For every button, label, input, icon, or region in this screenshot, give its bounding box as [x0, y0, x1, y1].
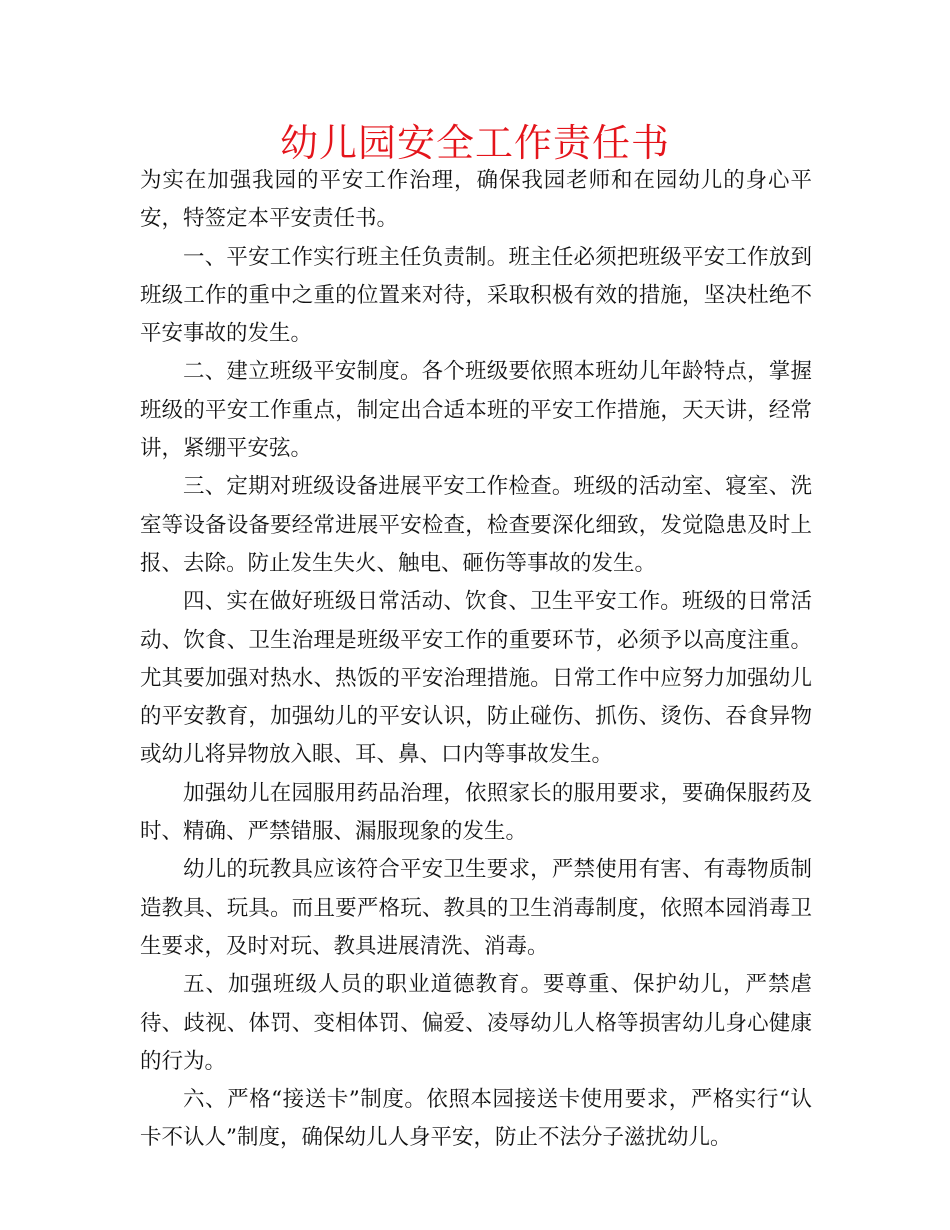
document-body [140, 162, 812, 1158]
paragraph-5: 五、加强班级人员的职业道德教育。要尊重、保护幼儿，严禁虐待、歧视、体罚、变相体罚、偏爱、凌辱幼儿人格等损害幼儿身心健康的行为。 [140, 972, 812, 1074]
document-title: 幼儿园安全工作责任书 [279, 121, 670, 165]
paragraph-intro: 为实在加强我园的平安工作治理，确保我园老师和在园幼儿的身心平安，特签定本平安责任书。 [140, 168, 812, 232]
paragraph-1: 一、平安工作实行班主任负责制。班主任必须把班级平安工作放到班级工作的重中之重的位置来对待，采取积极有效的措施，坚决杜绝不平安事故的发生。 [140, 244, 812, 347]
paragraph-2: 二、建立班级平安制度。各个班级要依照本班幼儿年龄特点，掌握班级的平安工作重点，制定出合适本班的平安工作措施，天天讲，经常讲，紧绷平安弦。 [140, 359, 812, 462]
paragraph-toys: 幼儿的玩教具应该符合平安卫生要求，严禁使用有害、有毒物质制造教具、玩具。而且要严格玩、教具的卫生消毒制度，依照本园消毒卫生要求，及时对玩、教具进展清洗、消毒。 [140, 857, 812, 959]
paragraph-medication: 加强幼儿在园服用药品治理，依照家长的服用要求，要确保服药及时、精确、严禁错服、漏服现象的发生。 [140, 780, 812, 845]
paragraph-6: 六、严格“接送卡”制度。依照本园接送卡使用要求，严格实行“认卡不认人”制度，确保幼儿人身平安，防止不法分子滋扰幼儿。 [140, 1087, 812, 1151]
paragraph-4: 四、实在做好班级日常活动、饮食、卫生平安工作。班级的日常活动、饮食、卫生治理是班级平安工作的重要环节，必须予以高度注重。尤其要加强对热水、热饭的平安治理措施。日常工作中应努力加强幼儿的平安教育，加强幼儿的平安认识，防止碰伤、抓伤、烫伤、吞食异物或幼儿将异物放入眼、耳、鼻、口内等事故发生。 [140, 589, 812, 768]
paragraph-3: 三、定期对班级设备进展平安工作检查。班级的活动室、寝室、洗室等设备设备要经常进展平安检查，检查要深化细致，发觉隐患及时上报、去除。防止发生失火、触电、砸伤等事故的发生。 [140, 474, 812, 576]
